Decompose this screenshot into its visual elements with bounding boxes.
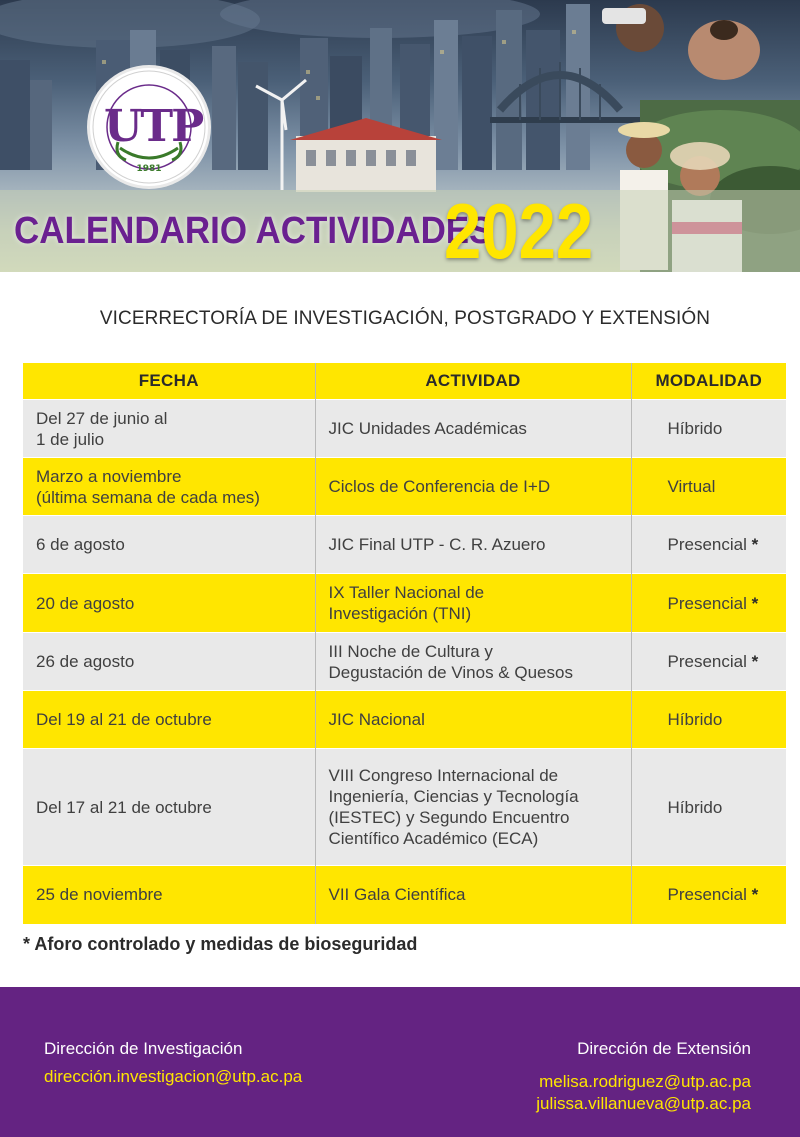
modalidad-text: Presencial: [667, 535, 747, 554]
banner-title: CALENDARIO ACTIVIDADES: [14, 210, 493, 252]
cell-modalidad: [631, 458, 786, 516]
cell-modalidad: [631, 749, 786, 866]
fecha-line: 6 de agosto: [36, 535, 125, 554]
actividad-line: JIC Final UTP - C. R. Azuero: [328, 535, 546, 554]
actividad-line: VIII Congreso Internacional de: [328, 766, 559, 785]
actividad-line: IX Taller Nacional de: [328, 583, 485, 602]
modalidad-text: Híbrido: [667, 797, 723, 817]
fecha-line: 20 de agosto: [36, 593, 135, 613]
cell-fecha: [23, 749, 315, 866]
modalidad-text: Virtual: [667, 477, 716, 496]
page-subtitle: VICERRECTORÍA DE INVESTIGACIÓN, POSTGRADO Y EXTENSIÓN: [99, 308, 711, 329]
biosecurity-note: * Aforo controlado y medidas de bioseguridad: [23, 934, 418, 954]
header-fecha: FECHA: [23, 363, 315, 400]
cell-modalidad: [631, 866, 786, 924]
cell-fecha: [23, 691, 315, 749]
cell-actividad: [315, 516, 631, 574]
cell-modalidad: [631, 633, 786, 691]
cell-actividad: [315, 866, 631, 924]
cell-actividad: [315, 633, 631, 691]
logo-initials: UTP: [104, 101, 203, 152]
cell-actividad: [315, 400, 631, 458]
table-row: [23, 633, 786, 691]
table-row: [23, 458, 786, 516]
modalidad-star: *: [751, 885, 759, 905]
table-row: [23, 574, 786, 633]
extension-direction-title: Dirección de Extensión: [577, 1039, 751, 1058]
actividad-line: Degustación de Vinos & Quesos: [328, 662, 573, 682]
modalidad-star: *: [751, 593, 759, 613]
cell-fecha: [23, 400, 315, 458]
cell-modalidad: [631, 691, 786, 749]
table-header-row: [23, 363, 786, 400]
cell-fecha: [23, 516, 315, 574]
header-banner: [0, 0, 800, 272]
cell-actividad: [315, 574, 631, 633]
table-row: [23, 516, 786, 574]
fecha-line: 25 de noviembre: [36, 885, 163, 905]
research-direction-email[interactable]: dirección.investigacion@utp.ac.pa: [44, 1067, 303, 1086]
actividad-line: Ciclos de Conferencia de I+D: [328, 477, 551, 496]
table-row: [23, 749, 786, 866]
fecha-line: Marzo a noviembre: [36, 466, 182, 486]
extension-email-2[interactable]: julissa.villanueva@utp.ac.pa: [536, 1094, 751, 1113]
fecha-line: 1 de julio: [36, 429, 105, 449]
banner-year: 2022: [444, 187, 594, 272]
modalidad-star: *: [751, 652, 759, 671]
fecha-line: (última semana de cada mes): [36, 487, 260, 507]
table-row: [23, 866, 786, 924]
research-direction-title: Dirección de Investigación: [44, 1039, 243, 1058]
activities-table: [23, 363, 786, 924]
actividad-line: VII Gala Científica: [328, 885, 466, 905]
actividad-line: III Noche de Cultura y: [328, 641, 493, 661]
actividad-line: Científico Académico (ECA): [328, 829, 539, 848]
cell-actividad: [315, 458, 631, 516]
cell-fecha: [23, 574, 315, 633]
cell-actividad: [315, 749, 631, 866]
extension-email-1[interactable]: melisa.rodriguez@utp.ac.pa: [539, 1072, 751, 1091]
utp-logo: [90, 68, 208, 186]
actividad-line: Ingeniería, Ciencias y Tecnología: [328, 787, 579, 806]
modalidad-text: Híbrido: [667, 710, 723, 729]
fecha-line: Del 17 al 21 de octubre: [36, 797, 212, 817]
actividad-line: Investigación (TNI): [328, 604, 472, 623]
cell-fecha: [23, 633, 315, 691]
table-row: [23, 400, 786, 458]
modalidad-star: *: [751, 535, 759, 554]
cell-fecha: [23, 866, 315, 924]
footer-contacts: [0, 987, 800, 1137]
logo-year: 1981: [136, 164, 162, 174]
modalidad-text: Presencial: [667, 652, 747, 671]
cell-modalidad: [631, 516, 786, 574]
table-row: [23, 691, 786, 749]
header-actividad: ACTIVIDAD: [315, 363, 631, 400]
fecha-line: Del 19 al 21 de octubre: [36, 710, 212, 729]
modalidad-text: Presencial: [667, 885, 747, 905]
cell-actividad: [315, 691, 631, 749]
cell-modalidad: [631, 400, 786, 458]
actividad-line: (IESTEC) y Segundo Encuentro: [328, 808, 570, 827]
cell-fecha: [23, 458, 315, 516]
fecha-line: Del 27 de junio al: [36, 408, 168, 428]
actividad-line: JIC Unidades Académicas: [328, 419, 527, 438]
fecha-line: 26 de agosto: [36, 652, 135, 671]
actividad-line: JIC Nacional: [328, 710, 425, 729]
modalidad-text: Presencial: [667, 593, 747, 613]
cell-modalidad: [631, 574, 786, 633]
modalidad-text: Híbrido: [667, 419, 723, 438]
header-modalidad: MODALIDAD: [631, 363, 786, 400]
